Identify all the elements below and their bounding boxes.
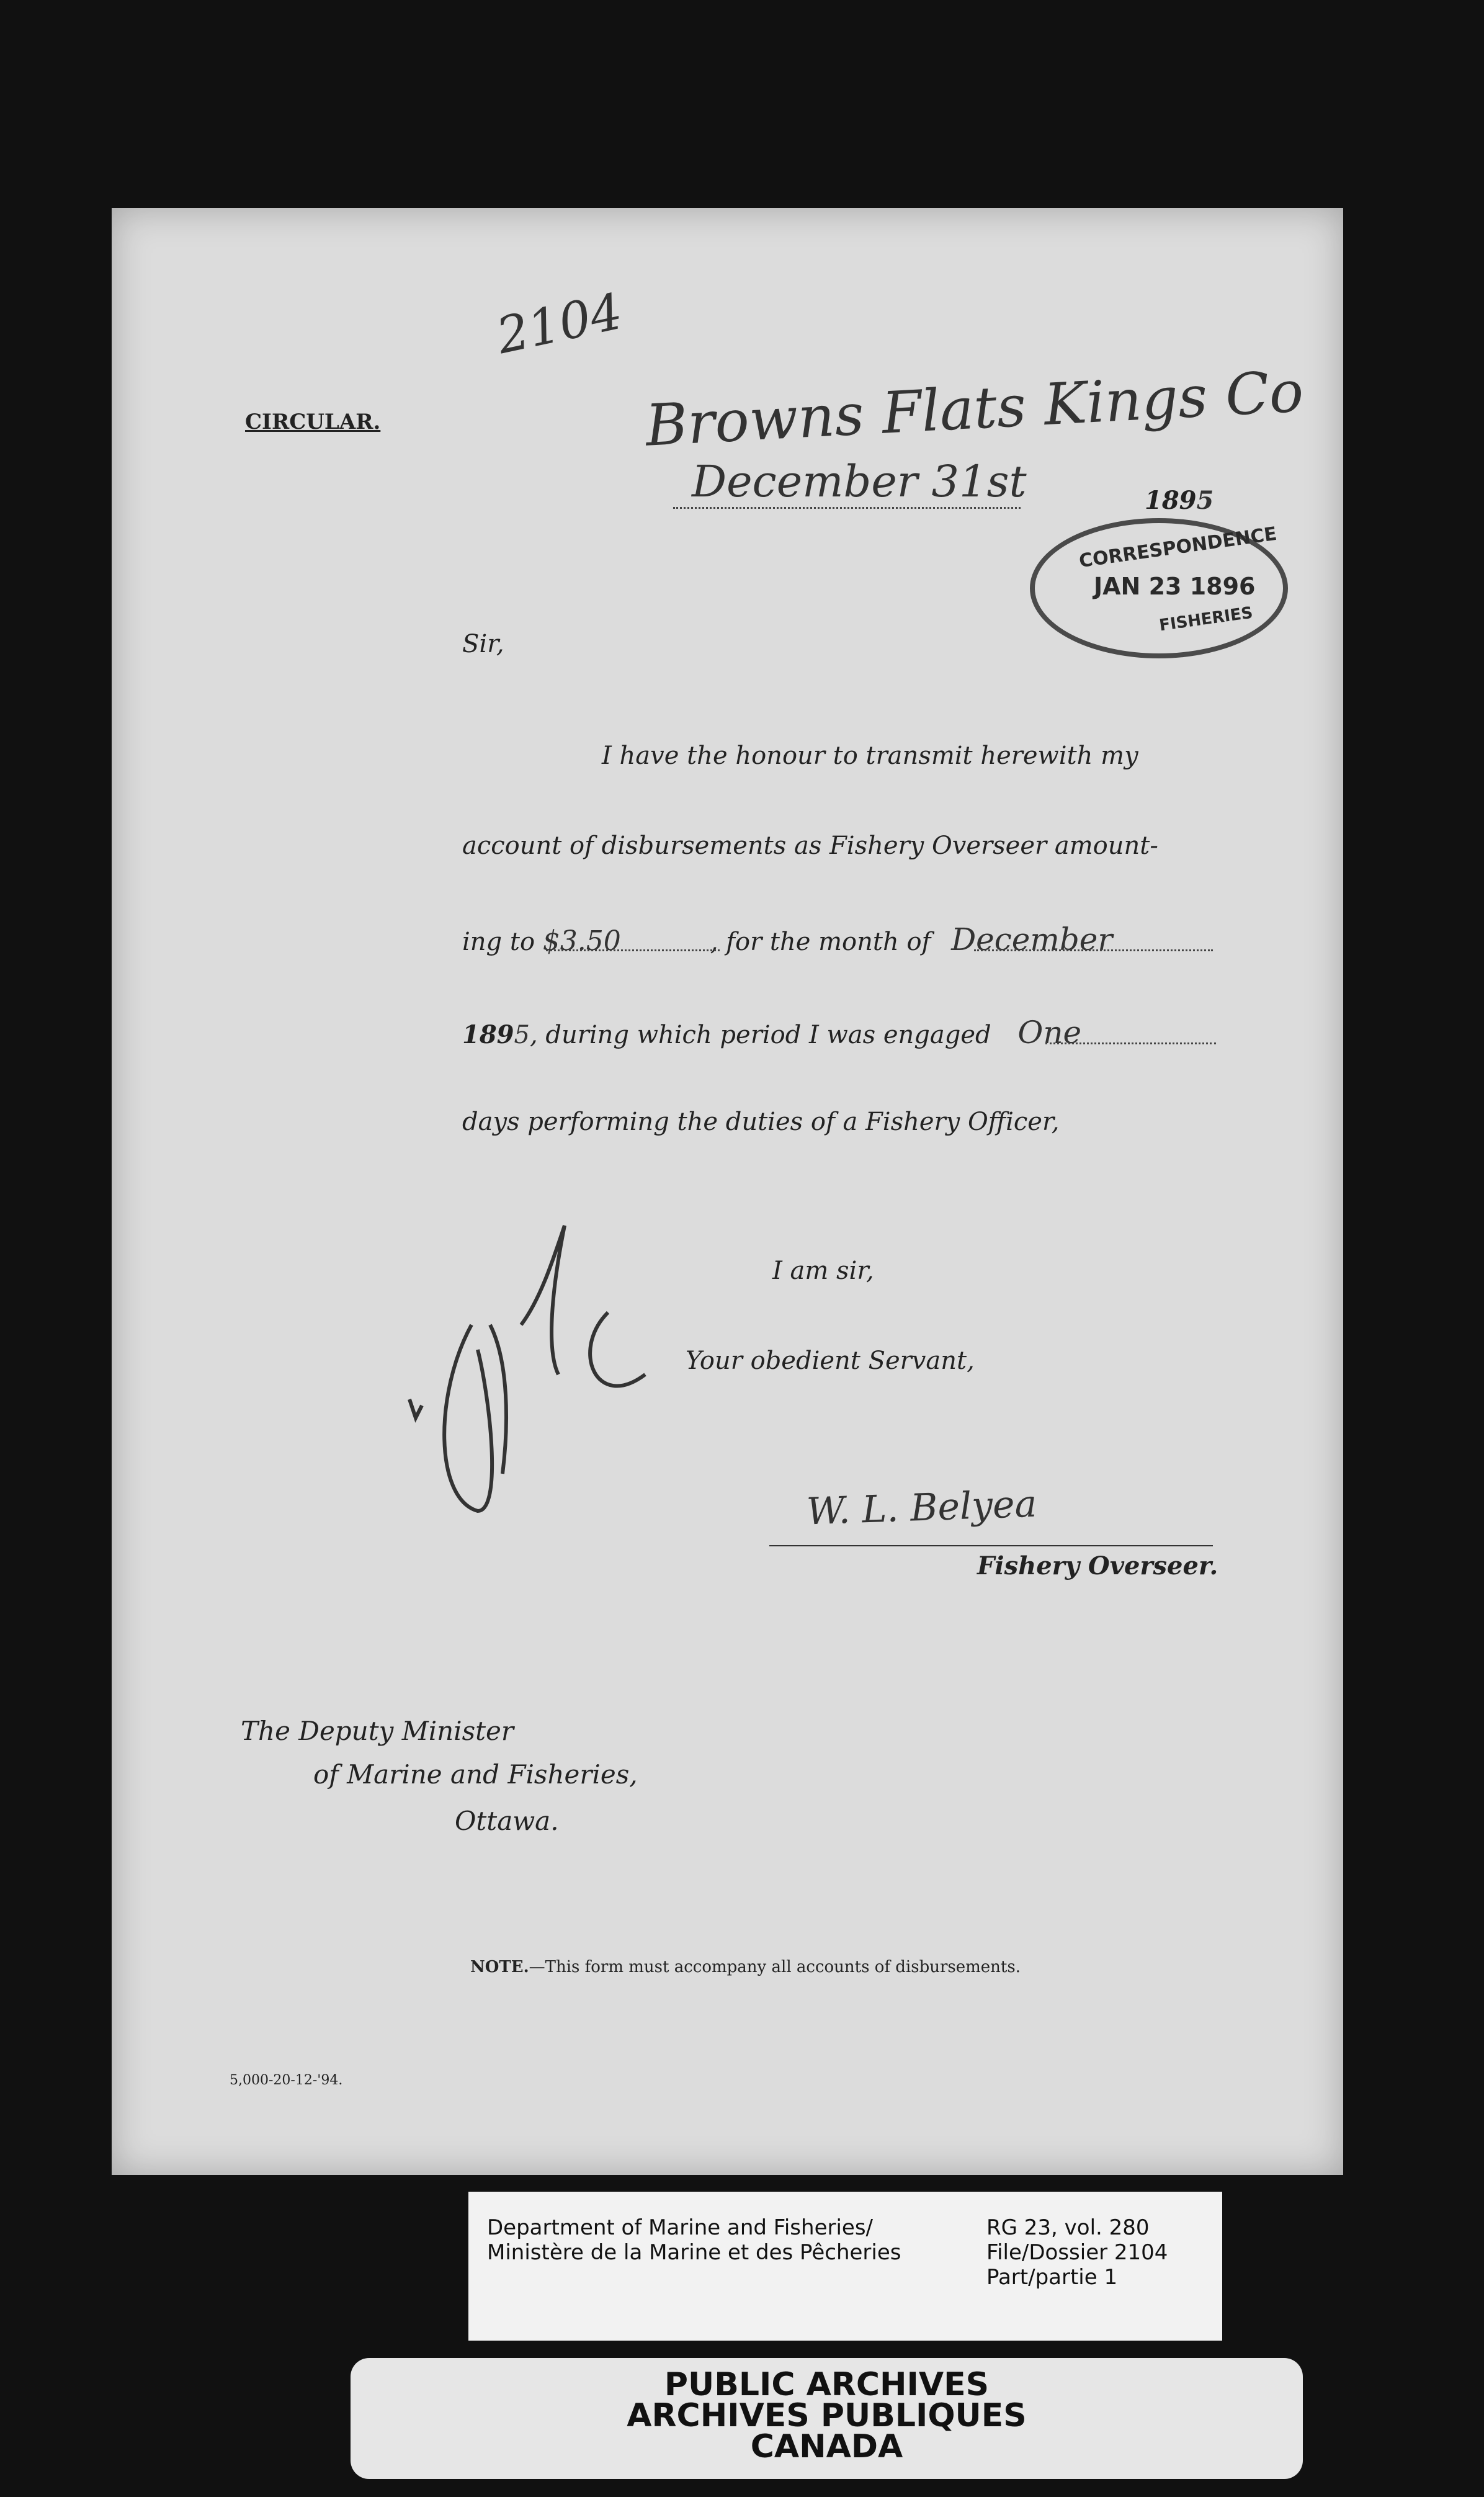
- date-year: 1895: [1145, 486, 1214, 515]
- department-en: Department of Marine and Fisheries/: [487, 2215, 873, 2240]
- body-line-1: I have the honour to transmit herewith my: [602, 742, 1138, 770]
- banner-line-2: ARCHIVES PUBLIQUES: [627, 2397, 1027, 2434]
- department-fr: Ministère de la Marine et des Pêcheries: [487, 2240, 901, 2265]
- received-stamp: [1030, 518, 1288, 658]
- place-line: Browns Flats Kings Co: [643, 358, 1305, 459]
- ref-rg: RG 23, vol. 280: [986, 2215, 1150, 2240]
- amount-line: [546, 949, 720, 951]
- ref-part: Part/partie 1: [986, 2265, 1118, 2290]
- ref-file: File/Dossier 2104: [986, 2240, 1168, 2265]
- stamp-bottom: FISHERIES: [1158, 603, 1254, 635]
- recipient-line-3: Ottawa.: [455, 1806, 559, 1836]
- file-mark: 2104: [491, 282, 628, 365]
- print-code: 5,000-20-12-'94.: [230, 2073, 343, 2088]
- circular-label: CIRCULAR.: [245, 410, 381, 434]
- archive-reference-label: [468, 2192, 1222, 2341]
- public-archives-banner: [351, 2358, 1303, 2479]
- note: NOTE.—This form must accompany all accounts of disbursements.: [470, 1958, 1021, 1976]
- recipient-line-2: of Marine and Fisheries,: [313, 1759, 638, 1790]
- signature-title: Fishery Overseer.: [977, 1551, 1218, 1580]
- days-line: [1045, 1042, 1216, 1044]
- date-underline: [673, 507, 1021, 509]
- amount-value: $3.50: [542, 925, 621, 957]
- banner-line-3: CANADA: [750, 2428, 903, 2465]
- banner-line-1: PUBLIC ARCHIVES: [664, 2366, 990, 2403]
- stamp-date: JAN 23 1896: [1094, 573, 1256, 600]
- salutation: Sir,: [462, 630, 504, 658]
- body-line-2: account of disbursements as Fishery Overseer amount-: [462, 832, 1158, 860]
- document-sheet: [112, 208, 1343, 2175]
- signature: W. L. Belyea: [805, 1482, 1038, 1534]
- month-value: December: [951, 921, 1113, 957]
- month-line: [974, 949, 1213, 951]
- body-line-5: days performing the duties of a Fishery Officer,: [462, 1108, 1060, 1136]
- days-value: One: [1017, 1015, 1082, 1051]
- date-written: December 31st: [692, 456, 1027, 507]
- body-line-3: ing to $3.50 , for the month of December: [462, 921, 1113, 957]
- body-line-4: 1895, during which period I was engaged One: [462, 1015, 1082, 1051]
- stamp-top: CORRESPONDENCE: [1078, 522, 1279, 573]
- closing-2: Your obedient Servant,: [686, 1347, 975, 1375]
- recipient-line-1: The Deputy Minister: [241, 1716, 514, 1746]
- signature-line: [769, 1545, 1213, 1546]
- closing-1: I am sir,: [772, 1257, 874, 1285]
